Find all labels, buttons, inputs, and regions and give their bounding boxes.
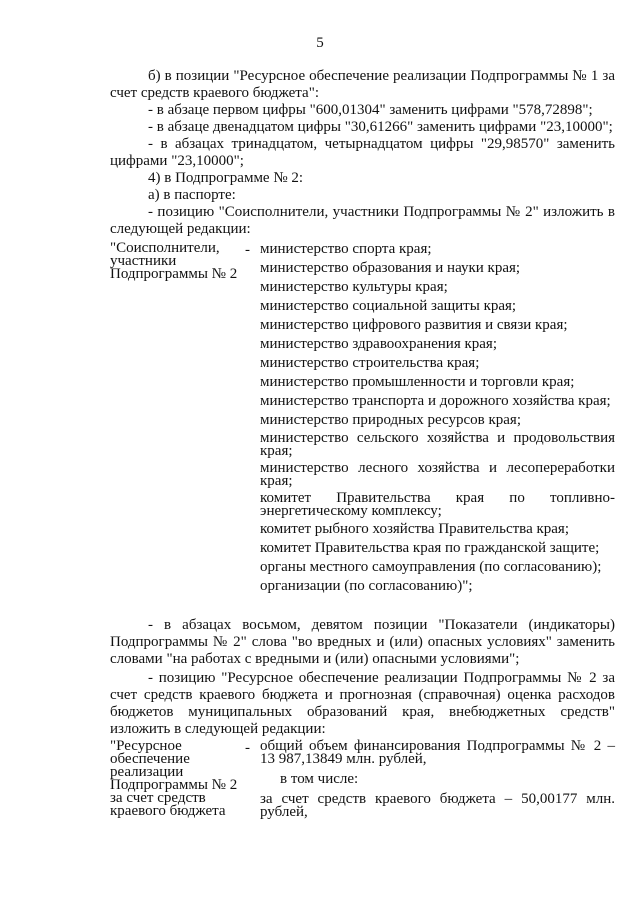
list-item: министерство здравоохранения края;	[260, 336, 497, 352]
list-item: министерство образования и науки края;	[260, 260, 521, 276]
list-item: министерство строительства края;	[260, 355, 480, 371]
list-item: министерство промышленности и торговли края;	[260, 374, 575, 390]
list-item: комитет рыбного хозяйства Правительства края;	[260, 521, 569, 537]
amendment-section-top	[110, 68, 615, 238]
list-item: министерство социальной защиты края;	[260, 298, 517, 314]
page-number: 5	[316, 35, 324, 51]
table-left-cell: "Ресурсное обеспечение реализации Подпрограммы № 2 за счет средств краевого бюджета	[110, 738, 238, 819]
table-dash: -	[245, 740, 250, 756]
paragraph: 4) в Подпрограмме № 2:	[148, 170, 304, 186]
paragraph: - позицию "Ресурсное обеспечение реализации Подпрограммы № 2 за счет средств краевого бюджета и прогнозная (справочная) оценка расходов бюджетов муниципальных образований края, внебюджетных средств" изложить в следующей редакции:	[110, 670, 615, 737]
paragraph: - в абзаце первом цифры "600,01304" заменить цифрами "578,72898";	[148, 102, 593, 118]
table-right-cell	[260, 242, 615, 598]
list-item: министерство сельского хозяйства и продовольствия края;	[260, 430, 615, 459]
table-dash: -	[245, 242, 250, 258]
list-item: организации (по согласованию)";	[260, 578, 473, 594]
list-item: министерство природных ресурсов края;	[260, 412, 521, 428]
paragraph: б) в позиции "Ресурсное обеспечение реализации Подпрограммы № 1 за счет средств краевого бюджета":	[110, 68, 615, 101]
list-item: министерство культуры края;	[260, 279, 448, 295]
amendment-section-middle	[110, 617, 615, 738]
table-left-cell: "Соисполнители, участники Подпрограммы № 2	[110, 240, 238, 282]
list-item: общий объем финансирования Подпрограммы № 2 – 13 987,13849 млн. рублей,	[260, 738, 615, 767]
list-item: за счет средств краевого бюджета – 50,00177 млн. рублей,	[260, 791, 615, 820]
paragraph: - в абзацах тринадцатом, четырнадцатом цифры "29,98570" заменить цифрами "23,10000";	[110, 136, 615, 169]
list-item: комитет Правительства края по топливно-энергетическому комплексу;	[260, 490, 615, 519]
list-item: комитет Правительства края по гражданской защите;	[260, 540, 600, 556]
list-item: органы местного самоуправления (по согласованию);	[260, 559, 602, 575]
list-item: в том числе:	[280, 771, 359, 787]
paragraph: - позицию "Соисполнители, участники Подпрограммы № 2" изложить в следующей редакции:	[110, 204, 615, 237]
paragraph: а) в паспорте:	[148, 187, 236, 203]
paragraph: - в абзаце двенадцатом цифры "30,61266" заменить цифрами "23,10000";	[148, 119, 613, 135]
resources-table	[110, 740, 615, 830]
list-item: министерство лесного хозяйства и лесопереработки края;	[260, 460, 615, 489]
co-executors-table	[110, 242, 615, 612]
paragraph: - в абзацах восьмом, девятом позиции "Показатели (индикаторы) Подпрограммы № 2" слова "во вредных и (или) опасных условиях" заменить словами "на работах с вредными и (или) опасными условиями";	[110, 617, 615, 667]
table-right-cell	[260, 740, 615, 823]
list-item: министерство цифрового развития и связи края;	[260, 317, 568, 333]
list-item: министерство спорта края;	[260, 241, 432, 257]
list-item: министерство транспорта и дорожного хозяйства края;	[260, 393, 611, 409]
